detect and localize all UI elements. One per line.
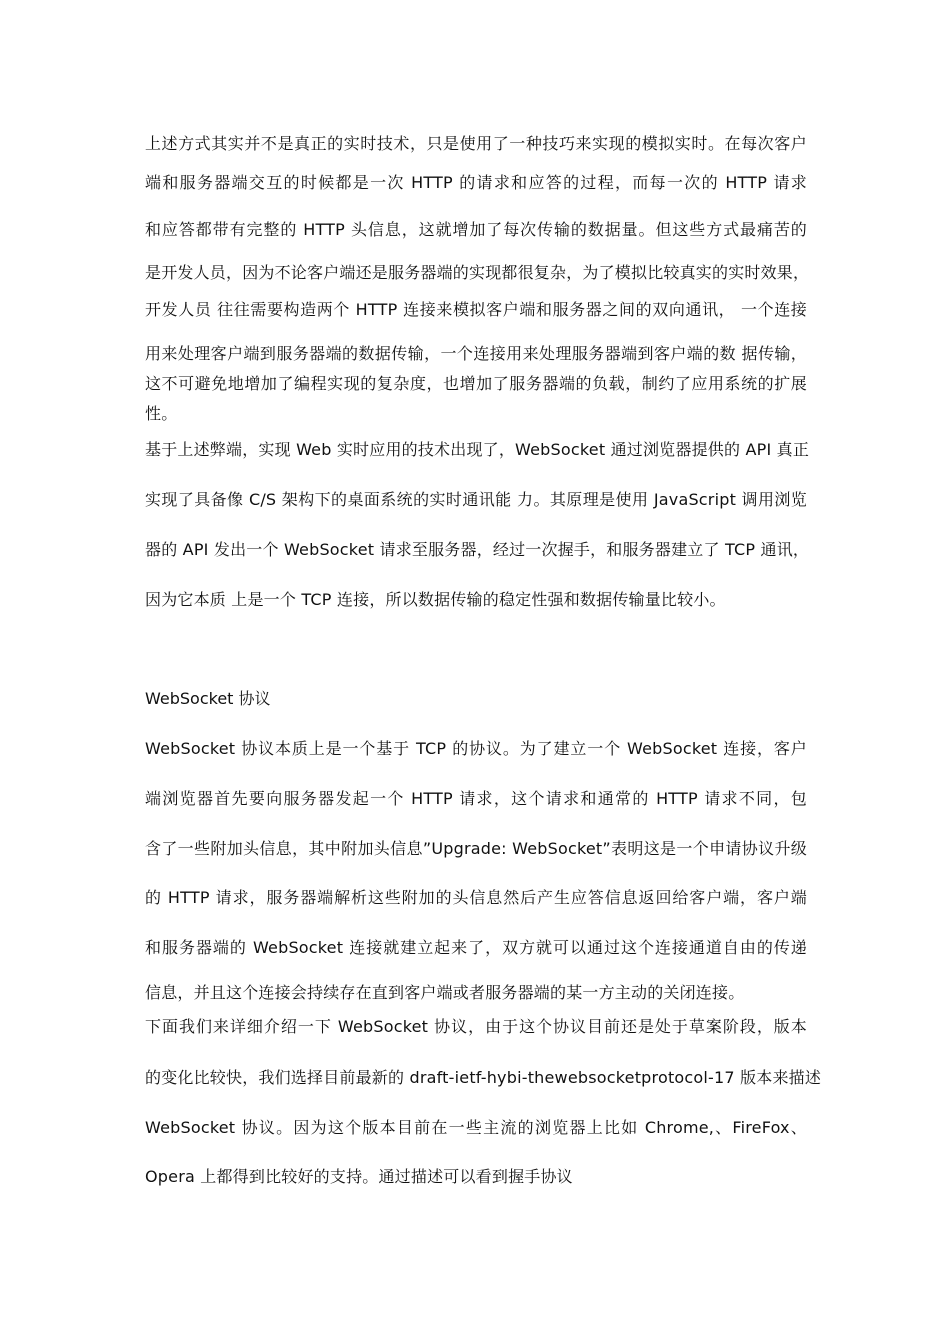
paragraph-4-line-2: 的变化比较快，我们选择目前最新的 draft-ietf-hybi-thewebsocketprotocol-17 版本来描述: [145, 1068, 822, 1087]
paragraph-2-line-2: 实现了具备像 C/S 架构下的桌面系统的实时通讯能 力。其原理是使用 JavaScript 调用浏览: [145, 490, 807, 509]
paragraph-1-line-4: 是开发人员，因为不论客户端还是服务器端的实现都很复杂，为了模拟比较真实的实时效果，: [145, 263, 810, 282]
paragraph-3-line-3: 含了一些附加头信息，其中附加头信息”Upgrade: WebSocket”表明这是一个申请协议升级: [145, 839, 807, 858]
paragraph-3-line-1: WebSocket 协议本质上是一个基于 TCP 的协议。为了建立一个 WebSocket 连接，客户: [145, 739, 807, 758]
paragraph-3-line-6: 信息，并且这个连接会持续存在直到客户端或者服务器端的某一方主动的关闭连接。: [145, 983, 745, 1002]
paragraph-2-line-4: 因为它本质 上是一个 TCP 连接，所以数据传输的稳定性强和数据传输量比较小。: [145, 590, 726, 609]
paragraph-3-line-2: 端浏览器首先要向服务器发起一个 HTTP 请求，这个请求和通常的 HTTP 请求不同，包: [145, 789, 807, 808]
paragraph-4-line-1: 下面我们来详细介绍一下 WebSocket 协议，由于这个协议目前还是处于草案阶段，版本: [145, 1017, 807, 1036]
section-heading: WebSocket 协议: [145, 689, 271, 708]
paragraph-1-line-8: 性。: [145, 404, 178, 423]
paragraph-2-line-1: 基于上述弊端，实现 Web 实时应用的技术出现了，WebSocket 通过浏览器提供的 API 真正: [145, 440, 810, 459]
paragraph-1-line-2: 端和服务器端交互的时候都是一次 HTTP 的请求和应答的过程，而每一次的 HTTP 请求: [145, 173, 807, 192]
paragraph-1-line-5: 开发人员 往往需要构造两个 HTTP 连接来模拟客户端和服务器之间的双向通讯， 一个连接: [145, 300, 807, 319]
paragraph-4-line-3: WebSocket 协议。因为这个版本目前在一些主流的浏览器上比如 Chrome,、FireFox、: [145, 1118, 807, 1137]
paragraph-3-line-5: 和服务器端的 WebSocket 连接就建立起来了，双方就可以通过这个连接通道自由的传递: [145, 938, 807, 957]
paragraph-2-line-3: 器的 API 发出一个 WebSocket 请求至服务器，经过一次握手，和服务器建立了 TCP 通讯，: [145, 540, 810, 559]
paragraph-1-line-7: 这不可避免地增加了编程实现的复杂度，也增加了服务器端的负载，制约了应用系统的扩展: [145, 374, 807, 393]
paragraph-1-line-3: 和应答都带有完整的 HTTP 头信息，这就增加了每次传输的数据量。但这些方式最痛苦的: [145, 220, 807, 239]
paragraph-3-line-4: 的 HTTP 请求，服务器端解析这些附加的头信息然后产生应答信息返回给客户端，客户端: [145, 888, 807, 907]
paragraph-4-line-4: Opera 上都得到比较好的支持。通过描述可以看到握手协议: [145, 1167, 573, 1186]
paragraph-1-line-1: 上述方式其实并不是真正的实时技术，只是使用了一种技巧来实现的模拟实时。在每次客户: [145, 134, 807, 153]
paragraph-1-line-6: 用来处理客户端到服务器端的数据传输，一个连接用来处理服务器端到客户端的数 据传输，: [145, 344, 807, 363]
